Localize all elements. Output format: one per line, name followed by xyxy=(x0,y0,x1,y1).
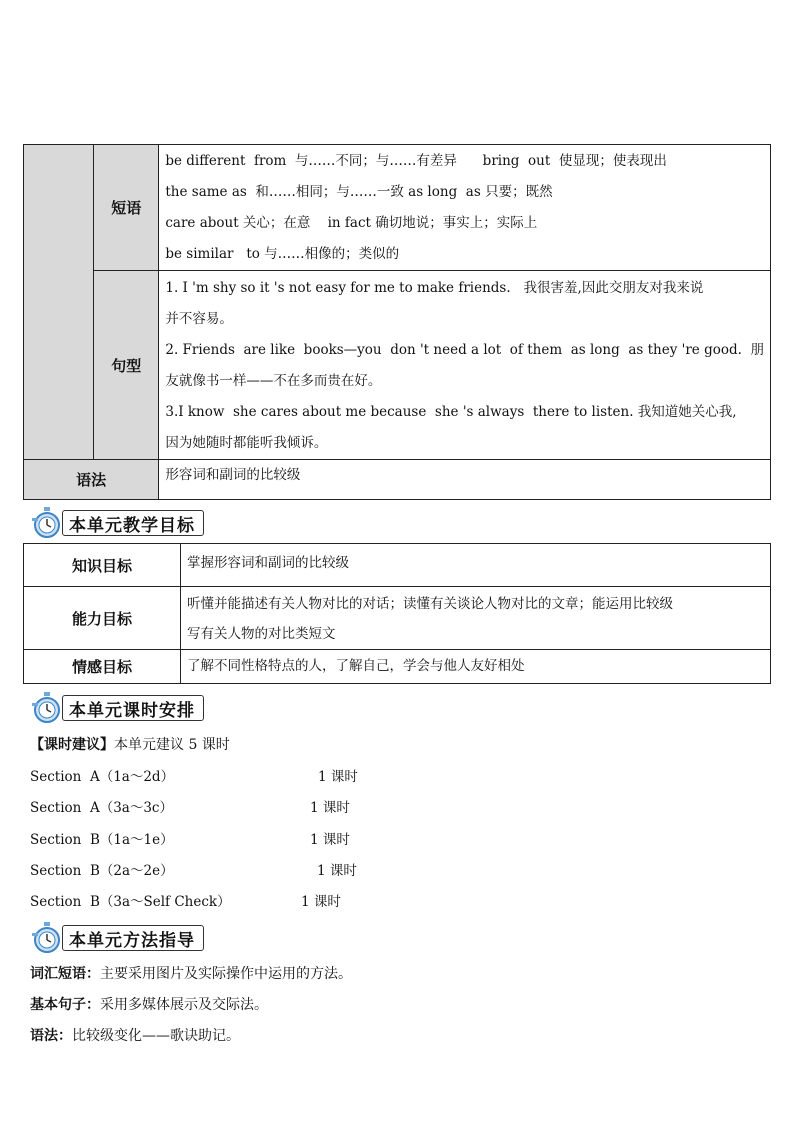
sentence-line: 并不容易。 xyxy=(165,311,233,327)
goal-text xyxy=(181,544,771,587)
schedule-item-hours: 1 课时 xyxy=(310,832,350,848)
schedule-item xyxy=(30,828,174,848)
section-banner-schedule xyxy=(30,694,204,722)
sentence-line: 因为她随时都能听我倾诉。 xyxy=(165,435,328,451)
goal-label: 知识目标 xyxy=(24,544,181,587)
section-banner-methods xyxy=(30,924,204,952)
stopwatch-icon xyxy=(30,921,64,955)
schedule-item-name: Section A（3a～3c） xyxy=(30,800,173,816)
suggestion-text: 本单元建议 5 课时 xyxy=(114,737,230,753)
phrase-line: care about 关心；在意 in fact 确切地说；事实上；实际上 xyxy=(165,215,538,231)
schedule-item-name: Section B（3a～Self Check） xyxy=(30,894,231,910)
goal-text xyxy=(181,650,771,684)
method-item xyxy=(30,994,268,1014)
method-text: 主要采用图片及实际操作中运用的方法。 xyxy=(100,966,352,982)
sentence-cell xyxy=(159,271,771,460)
method-text: 比较级变化——歌诀助记。 xyxy=(72,1028,240,1044)
schedule-item-hours: 1 课时 xyxy=(317,863,357,879)
schedule-item-name: Section B（1a～1e） xyxy=(30,832,174,848)
phrase-cell xyxy=(159,145,771,271)
stopwatch-icon xyxy=(30,691,64,725)
sentence-line: 2. Friends are like books—you don 't need a lot of them as long as they 're good. 朋 xyxy=(165,342,764,358)
goal-label: 情感目标 xyxy=(24,650,181,684)
section-banner-goals xyxy=(30,509,204,537)
goal-text-line: 听懂并能描述有关人物对比的对话；读懂有关谈论人物对比的文章；能运用比较级 xyxy=(187,596,673,612)
phrase-line: the same as 和……相同；与……一致 as long as 只要；既然 xyxy=(165,184,553,200)
sentence-label: 句型 xyxy=(94,271,159,460)
goal-text-line: 了解不同性格特点的人，了解自己，学会与他人友好相处 xyxy=(187,658,525,674)
goals-table xyxy=(23,543,771,684)
goal-text xyxy=(181,587,771,650)
section-title: 本单元方法指导 xyxy=(62,925,204,951)
schedule-item xyxy=(30,890,231,910)
method-label: 词汇短语： xyxy=(30,966,100,982)
schedule-item-hours: 1 课时 xyxy=(310,800,350,816)
goal-label: 能力目标 xyxy=(24,587,181,650)
method-label: 语法： xyxy=(30,1028,72,1044)
phrase-label: 短语 xyxy=(94,145,159,271)
stopwatch-icon xyxy=(30,506,64,540)
vocab-table xyxy=(23,144,771,500)
goal-text-line: 掌握形容词和副词的比较级 xyxy=(187,555,349,571)
method-item xyxy=(30,963,352,983)
suggestion-label: 【课时建议】 xyxy=(30,737,114,753)
sentence-line: 友就像书一样——不在多而贵在好。 xyxy=(165,373,382,389)
schedule-item-name: Section B（2a～2e） xyxy=(30,863,174,879)
phrase-line: be different from 与……不同；与……有差异 bring out 使显现；使表现出 xyxy=(165,153,667,169)
sentence-line: 1. I 'm shy so it 's not easy for me to make friends. 我很害羞,因此交朋友对我来说 xyxy=(165,280,704,296)
schedule-item-hours: 1 课时 xyxy=(318,769,358,785)
method-text: 采用多媒体展示及交际法。 xyxy=(100,997,268,1013)
phrase-line: be similar to 与……相像的；类似的 xyxy=(165,246,400,262)
schedule-item-name: Section A（1a～2d） xyxy=(30,769,175,785)
schedule-item xyxy=(30,859,174,879)
schedule-item xyxy=(30,765,174,785)
schedule-item xyxy=(30,796,173,816)
goal-text-line: 写有关人物的对比类短文 xyxy=(187,626,336,642)
grammar-text: 形容词和副词的比较级 xyxy=(159,460,771,500)
schedule-suggestion xyxy=(30,734,230,754)
section-title: 本单元教学目标 xyxy=(62,510,204,536)
blank-gray-cell xyxy=(24,145,94,460)
method-label: 基本句子： xyxy=(30,997,100,1013)
sentence-line: 3.I know she cares about me because she 's always there to listen. 我知道她关心我, xyxy=(165,404,737,420)
section-title: 本单元课时安排 xyxy=(62,695,204,721)
grammar-label: 语法 xyxy=(24,460,159,500)
schedule-item-hours: 1 课时 xyxy=(301,894,341,910)
method-item xyxy=(30,1025,240,1045)
